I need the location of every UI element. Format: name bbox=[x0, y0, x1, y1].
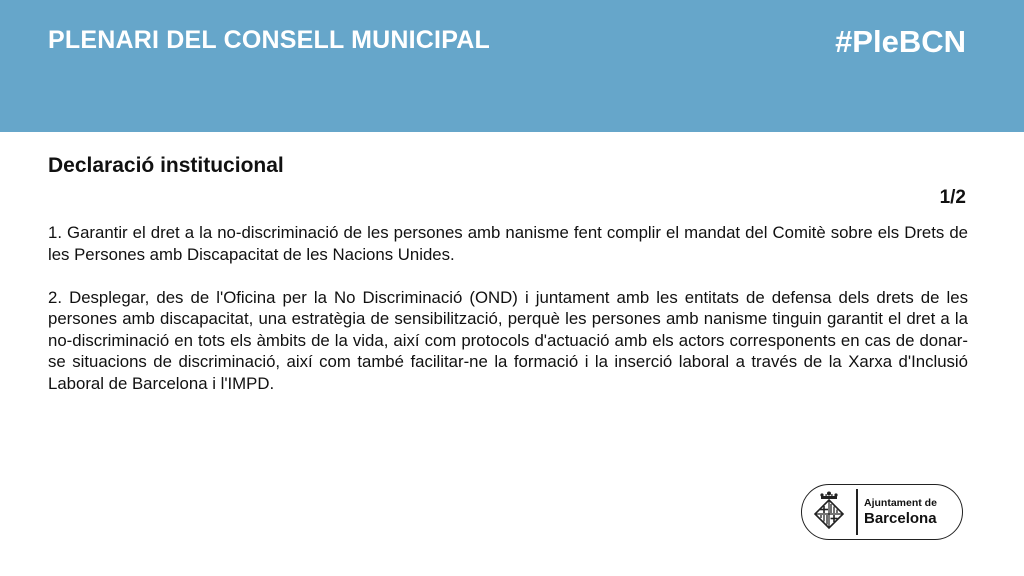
header-band bbox=[0, 0, 1024, 132]
section-title: Declaració institucional bbox=[48, 154, 284, 177]
declaration-body bbox=[48, 222, 968, 416]
header-title: PLENARI DEL CONSELL MUNICIPAL bbox=[48, 26, 490, 54]
barcelona-coat-of-arms-icon bbox=[804, 487, 854, 537]
declaration-paragraph-2: 2. Desplegar, des de l'Oficina per la No Discriminació (OND) i juntament amb les entitats de defensa dels drets de les persones amb discapacitat, una estratègia de sensibilització, perquè les persones amb nanisme tinguin garantit el dret a la no-discriminació en tots els àmbits de la vida, així com protocols d'actuació amb els actors corresponents en cas de donar-se situacions de discriminació, així com també facilitar-ne la formació i la inserció laboral a través de la Xarxa d'Inclusió Laboral de Barcelona i l'IMPD. bbox=[48, 287, 968, 393]
logo-text-barcelona: Barcelona bbox=[864, 510, 937, 527]
page-indicator: 1/2 bbox=[939, 187, 966, 208]
logo-text-ajuntament: Ajuntament de bbox=[864, 497, 937, 509]
header-hashtag: #PleBCN bbox=[835, 24, 966, 59]
declaration-paragraph-1: 1. Garantir el dret a la no-discriminació de les persones amb nanisme fent complir el mandat del Comitè sobre els Drets de les Persones amb Discapacitat de les Nacions Unides. bbox=[48, 223, 968, 264]
ajuntament-barcelona-logo bbox=[801, 484, 963, 540]
logo-divider bbox=[856, 489, 858, 535]
